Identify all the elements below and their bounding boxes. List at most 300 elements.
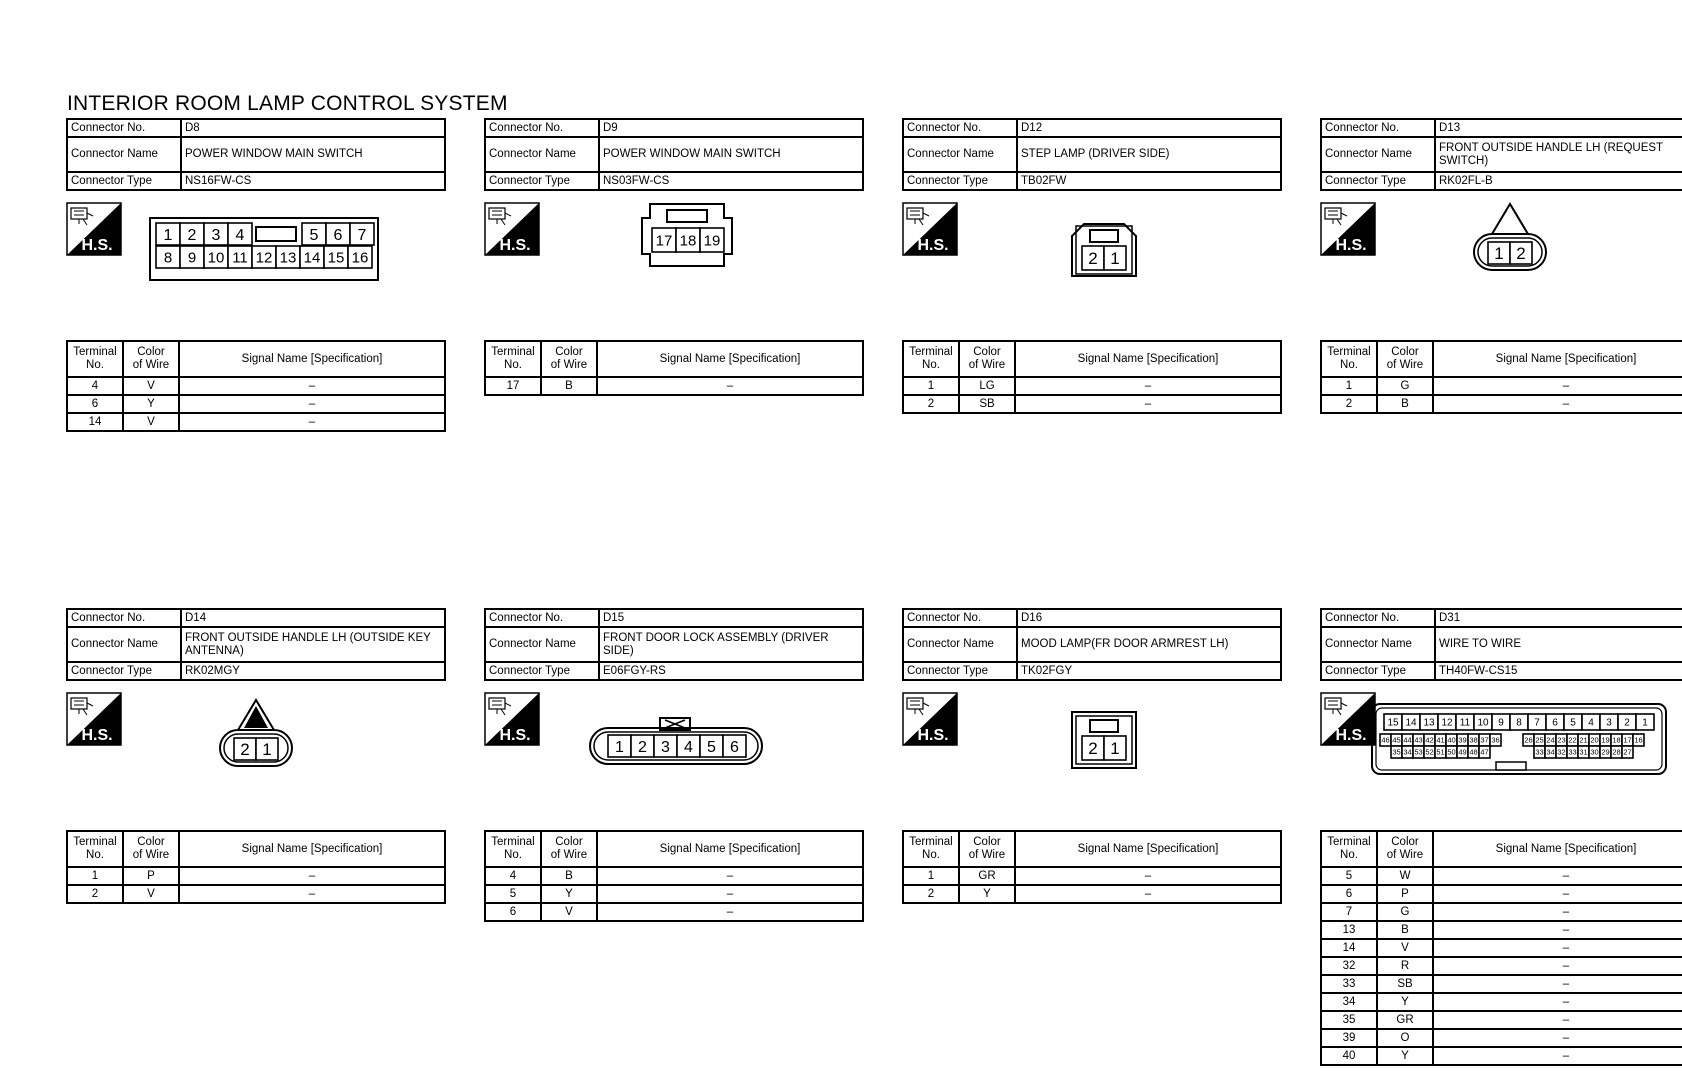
color-of-wire-header: Color of Wire bbox=[959, 831, 1015, 867]
terminal-no-cell: 2 bbox=[903, 885, 959, 903]
svg-text:4: 4 bbox=[684, 738, 693, 756]
connector-pin bbox=[1567, 734, 1578, 746]
svg-text:13: 13 bbox=[279, 249, 297, 267]
wire-color-cell: SB bbox=[1377, 975, 1433, 993]
svg-text:31: 31 bbox=[1579, 747, 1588, 757]
svg-text:3: 3 bbox=[661, 738, 670, 756]
connector-pin bbox=[1490, 734, 1501, 746]
svg-text:16: 16 bbox=[1634, 735, 1643, 745]
connector-pin bbox=[700, 735, 723, 757]
wire-color-cell: G bbox=[1377, 377, 1433, 395]
wire-color-cell: P bbox=[123, 867, 179, 885]
svg-text:46: 46 bbox=[1381, 735, 1390, 745]
terminal-no-header: Terminal No. bbox=[1321, 831, 1377, 867]
connector-pin bbox=[1402, 714, 1420, 730]
terminal-no-cell: 4 bbox=[67, 377, 123, 395]
connector-type-value: NS03FW-CS bbox=[599, 172, 863, 190]
terminal-no-cell: 5 bbox=[1321, 867, 1377, 885]
svg-text:2: 2 bbox=[1088, 249, 1098, 269]
connector-pin bbox=[1424, 734, 1435, 746]
svg-text:7: 7 bbox=[357, 226, 367, 244]
connector-pin bbox=[1456, 714, 1474, 730]
connector-pin bbox=[180, 223, 204, 245]
connector-pin bbox=[1446, 734, 1457, 746]
connector-pin bbox=[676, 228, 700, 252]
table-row bbox=[903, 885, 1281, 903]
connector-pin bbox=[1600, 714, 1618, 730]
svg-text:52: 52 bbox=[1425, 747, 1434, 757]
signal-name-cell: – bbox=[179, 885, 445, 903]
svg-text:40: 40 bbox=[1447, 735, 1456, 745]
wire-color-cell: G bbox=[1377, 903, 1433, 921]
svg-text:32: 32 bbox=[1557, 747, 1566, 757]
svg-text:50: 50 bbox=[1447, 747, 1456, 757]
terminal-no-header: Terminal No. bbox=[67, 831, 123, 867]
wire-color-cell: B bbox=[1377, 921, 1433, 939]
svg-text:1: 1 bbox=[1110, 249, 1120, 269]
signal-name-cell: – bbox=[179, 867, 445, 885]
wire-color-cell: V bbox=[123, 885, 179, 903]
connector-pin bbox=[1435, 746, 1446, 758]
connector-pin bbox=[1611, 734, 1622, 746]
svg-text:2: 2 bbox=[187, 226, 197, 244]
connector-pin bbox=[324, 246, 348, 268]
svg-text:47: 47 bbox=[1480, 747, 1489, 757]
connector-pin bbox=[1534, 734, 1545, 746]
table-row bbox=[485, 867, 863, 885]
hs-label: H.S. bbox=[1335, 237, 1367, 254]
svg-text:11: 11 bbox=[232, 249, 248, 267]
connector-pin bbox=[1391, 734, 1402, 746]
signal-name-cell: – bbox=[179, 395, 445, 413]
connector-name-value: POWER WINDOW MAIN SWITCH bbox=[181, 137, 445, 172]
connector-name-value: MOOD LAMP(FR DOOR ARMREST LH) bbox=[1017, 627, 1281, 662]
connector-diagram bbox=[484, 118, 864, 258]
connector-pin bbox=[1546, 714, 1564, 730]
hs-label: H.S. bbox=[1335, 727, 1367, 744]
color-of-wire-header: Color of Wire bbox=[1377, 341, 1433, 377]
signal-name-header: Signal Name [Specification] bbox=[1433, 341, 1682, 377]
connector-pin bbox=[1545, 734, 1556, 746]
connector-type-label: Connector Type bbox=[903, 662, 1017, 680]
connector-no-value: D31 bbox=[1435, 609, 1682, 627]
connector-block-d15 bbox=[484, 608, 864, 918]
terminal-no-header: Terminal No. bbox=[903, 341, 959, 377]
connector-pin bbox=[677, 735, 700, 757]
connector-pin bbox=[1082, 246, 1104, 270]
signal-name-cell: – bbox=[1433, 867, 1682, 885]
svg-text:28: 28 bbox=[1612, 747, 1621, 757]
connector-type-label: Connector Type bbox=[485, 662, 599, 680]
svg-text:4: 4 bbox=[1588, 717, 1594, 729]
svg-text:5: 5 bbox=[1570, 717, 1576, 729]
connector-pin bbox=[1578, 734, 1589, 746]
wire-color-cell: V bbox=[123, 413, 179, 431]
svg-text:2: 2 bbox=[638, 738, 647, 756]
svg-text:18: 18 bbox=[1612, 735, 1621, 745]
signal-name-cell: – bbox=[1433, 975, 1682, 993]
connector-pin bbox=[1510, 242, 1532, 264]
svg-text:10: 10 bbox=[207, 249, 225, 267]
terminal-table bbox=[1320, 340, 1682, 414]
terminal-no-cell: 14 bbox=[1321, 939, 1377, 957]
svg-text:34: 34 bbox=[1403, 747, 1412, 757]
connector-pin bbox=[1446, 746, 1457, 758]
table-row bbox=[1321, 939, 1682, 957]
table-row bbox=[485, 377, 863, 395]
table-row bbox=[1321, 975, 1682, 993]
connector-no-value: D16 bbox=[1017, 609, 1281, 627]
connector-type-label: Connector Type bbox=[1321, 662, 1435, 680]
svg-text:19: 19 bbox=[1601, 735, 1610, 745]
connector-pin bbox=[1435, 734, 1446, 746]
connector-pin bbox=[1622, 734, 1633, 746]
svg-text:16: 16 bbox=[351, 249, 369, 267]
terminal-no-cell: 34 bbox=[1321, 993, 1377, 1011]
connector-pin bbox=[300, 246, 324, 268]
connector-pin bbox=[1479, 734, 1490, 746]
connector-pin bbox=[204, 223, 228, 245]
table-row bbox=[903, 377, 1281, 395]
connector-name-label: Connector Name bbox=[67, 627, 181, 662]
svg-text:1: 1 bbox=[615, 738, 624, 756]
svg-text:3: 3 bbox=[211, 226, 221, 244]
connector-pin bbox=[1600, 734, 1611, 746]
terminal-no-header: Terminal No. bbox=[485, 831, 541, 867]
svg-text:11: 11 bbox=[1459, 717, 1471, 729]
connector-no-value: D15 bbox=[599, 609, 863, 627]
svg-text:13: 13 bbox=[1423, 717, 1435, 729]
svg-text:48: 48 bbox=[1469, 747, 1478, 757]
connector-pin bbox=[1402, 746, 1413, 758]
connector-pin bbox=[1479, 746, 1490, 758]
svg-text:4: 4 bbox=[235, 226, 245, 244]
connector-pin bbox=[156, 246, 180, 268]
connector-pin bbox=[1578, 746, 1589, 758]
terminal-table bbox=[1320, 830, 1682, 1066]
connector-block-d14 bbox=[66, 608, 446, 900]
svg-text:6: 6 bbox=[730, 738, 739, 756]
svg-text:23: 23 bbox=[1557, 735, 1566, 745]
connector-pin bbox=[1545, 746, 1556, 758]
table-row bbox=[1321, 867, 1682, 885]
color-of-wire-header: Color of Wire bbox=[541, 831, 597, 867]
svg-text:12: 12 bbox=[255, 249, 273, 267]
wire-color-cell: Y bbox=[1377, 993, 1433, 1011]
signal-name-cell: – bbox=[1015, 885, 1281, 903]
connector-name-value: STEP LAMP (DRIVER SIDE) bbox=[1017, 137, 1281, 172]
connector-block-d16 bbox=[902, 608, 1282, 900]
terminal-no-cell: 14 bbox=[67, 413, 123, 431]
terminal-no-cell: 40 bbox=[1321, 1047, 1377, 1065]
signal-name-cell: – bbox=[1015, 867, 1281, 885]
connector-pin bbox=[228, 223, 252, 245]
connector-pin bbox=[1492, 714, 1510, 730]
color-of-wire-header: Color of Wire bbox=[123, 831, 179, 867]
connector-pin bbox=[1564, 714, 1582, 730]
svg-text:30: 30 bbox=[1590, 747, 1599, 757]
connector-pin bbox=[652, 228, 676, 252]
signal-name-cell: – bbox=[1433, 957, 1682, 975]
signal-name-cell: – bbox=[1433, 395, 1682, 413]
wire-color-cell: R bbox=[1377, 957, 1433, 975]
color-of-wire-header: Color of Wire bbox=[541, 341, 597, 377]
connector-pin bbox=[1380, 734, 1391, 746]
signal-name-cell: – bbox=[1433, 1011, 1682, 1029]
connector-pin bbox=[1420, 714, 1438, 730]
connector-pin bbox=[1402, 734, 1413, 746]
svg-text:22: 22 bbox=[1568, 735, 1577, 745]
svg-text:14: 14 bbox=[303, 249, 321, 267]
connector-pin bbox=[1589, 746, 1600, 758]
color-of-wire-header: Color of Wire bbox=[123, 341, 179, 377]
svg-text:10: 10 bbox=[1477, 717, 1489, 729]
connector-pin bbox=[326, 223, 350, 245]
connector-pin bbox=[1636, 714, 1654, 730]
signal-name-cell: – bbox=[1433, 1047, 1682, 1065]
connector-pin bbox=[1633, 734, 1644, 746]
connector-type-value: TB02FW bbox=[1017, 172, 1281, 190]
terminal-no-cell: 6 bbox=[67, 395, 123, 413]
table-row bbox=[67, 413, 445, 431]
connector-block-d13 bbox=[1320, 118, 1682, 410]
connector-pin bbox=[1082, 736, 1104, 760]
svg-text:51: 51 bbox=[1436, 747, 1445, 757]
connector-no-value: D12 bbox=[1017, 119, 1281, 137]
connector-pin bbox=[700, 228, 724, 252]
table-row bbox=[1321, 957, 1682, 975]
terminal-no-cell: 39 bbox=[1321, 1029, 1377, 1047]
signal-name-header: Signal Name [Specification] bbox=[1433, 831, 1682, 867]
wire-color-cell: Y bbox=[1377, 1047, 1433, 1065]
connector-name-value: FRONT OUTSIDE HANDLE LH (REQUEST SWITCH) bbox=[1435, 137, 1682, 172]
wire-color-cell: B bbox=[541, 867, 597, 885]
color-of-wire-header: Color of Wire bbox=[959, 341, 1015, 377]
hs-label: H.S. bbox=[81, 237, 113, 254]
svg-text:21: 21 bbox=[1579, 735, 1588, 745]
connector-pin bbox=[1104, 736, 1126, 760]
signal-name-header: Signal Name [Specification] bbox=[1015, 341, 1281, 377]
terminal-no-cell: 1 bbox=[1321, 377, 1377, 395]
hs-label: H.S. bbox=[917, 237, 949, 254]
wire-color-cell: B bbox=[541, 377, 597, 395]
signal-name-cell: – bbox=[1433, 903, 1682, 921]
connector-pin bbox=[1457, 734, 1468, 746]
connector-type-value: TH40FW-CS15 bbox=[1435, 662, 1682, 680]
connector-pin bbox=[608, 735, 631, 757]
svg-text:1: 1 bbox=[163, 226, 173, 244]
wire-color-cell: O bbox=[1377, 1029, 1433, 1047]
terminal-table bbox=[66, 830, 446, 904]
svg-text:1: 1 bbox=[1110, 739, 1120, 759]
svg-text:26: 26 bbox=[1524, 735, 1533, 745]
connector-pin bbox=[256, 738, 278, 760]
connector-no-value: D9 bbox=[599, 119, 863, 137]
connector-no-label: Connector No. bbox=[1321, 119, 1435, 137]
connector-no-value: D14 bbox=[181, 609, 445, 627]
table-row bbox=[1321, 1029, 1682, 1047]
terminal-table bbox=[484, 830, 864, 922]
connector-pin bbox=[204, 246, 228, 268]
wire-color-cell: V bbox=[123, 377, 179, 395]
connector-type-value: TK02FGY bbox=[1017, 662, 1281, 680]
wire-color-cell: Y bbox=[959, 885, 1015, 903]
connector-name-value: POWER WINDOW MAIN SWITCH bbox=[599, 137, 863, 172]
connector-pin bbox=[350, 223, 374, 245]
wire-color-cell: W bbox=[1377, 867, 1433, 885]
connector-pin bbox=[1391, 746, 1402, 758]
connector-type-label: Connector Type bbox=[67, 662, 181, 680]
svg-text:53: 53 bbox=[1414, 747, 1423, 757]
connector-diagram bbox=[484, 608, 864, 756]
terminal-no-header: Terminal No. bbox=[67, 341, 123, 377]
svg-text:5: 5 bbox=[707, 738, 716, 756]
connector-pin bbox=[1600, 746, 1611, 758]
wire-color-cell: P bbox=[1377, 885, 1433, 903]
connector-block-d8 bbox=[66, 118, 446, 428]
svg-text:1: 1 bbox=[262, 740, 272, 760]
connector-pin bbox=[1589, 734, 1600, 746]
signal-name-cell: – bbox=[1433, 921, 1682, 939]
table-row bbox=[903, 867, 1281, 885]
wire-color-cell: GR bbox=[959, 867, 1015, 885]
connector-pin bbox=[723, 735, 746, 757]
svg-text:19: 19 bbox=[703, 232, 721, 250]
svg-text:42: 42 bbox=[1425, 735, 1434, 745]
svg-text:33: 33 bbox=[1535, 747, 1544, 757]
wire-color-cell: Y bbox=[123, 395, 179, 413]
signal-name-header: Signal Name [Specification] bbox=[597, 831, 863, 867]
connector-pin bbox=[276, 246, 300, 268]
table-row bbox=[1321, 1011, 1682, 1029]
table-row bbox=[903, 395, 1281, 413]
connector-pin bbox=[1510, 714, 1528, 730]
terminal-table bbox=[66, 340, 446, 432]
connector-pin bbox=[1528, 714, 1546, 730]
svg-text:17: 17 bbox=[1623, 735, 1632, 745]
svg-text:15: 15 bbox=[1387, 717, 1399, 729]
svg-text:8: 8 bbox=[1516, 717, 1522, 729]
connector-no-label: Connector No. bbox=[485, 609, 599, 627]
table-row bbox=[67, 377, 445, 395]
table-row bbox=[485, 903, 863, 921]
signal-name-cell: – bbox=[1433, 377, 1682, 395]
table-row bbox=[1321, 377, 1682, 395]
connector-diagram bbox=[66, 118, 446, 267]
signal-name-cell: – bbox=[597, 885, 863, 903]
hs-label: H.S. bbox=[499, 727, 531, 744]
signal-name-header: Signal Name [Specification] bbox=[179, 831, 445, 867]
connector-type-label: Connector Type bbox=[485, 172, 599, 190]
terminal-no-cell: 4 bbox=[485, 867, 541, 885]
terminal-no-cell: 6 bbox=[1321, 885, 1377, 903]
connector-diagram bbox=[1320, 118, 1682, 264]
svg-text:44: 44 bbox=[1403, 735, 1412, 745]
svg-text:29: 29 bbox=[1601, 747, 1610, 757]
svg-text:24: 24 bbox=[1546, 735, 1555, 745]
signal-name-cell: – bbox=[179, 413, 445, 431]
connector-pin bbox=[1468, 746, 1479, 758]
hs-label: H.S. bbox=[917, 727, 949, 744]
connector-pin bbox=[1468, 734, 1479, 746]
terminal-no-cell: 6 bbox=[485, 903, 541, 921]
color-of-wire-header: Color of Wire bbox=[1377, 831, 1433, 867]
svg-text:27: 27 bbox=[1623, 747, 1632, 757]
connector-pin bbox=[1534, 746, 1545, 758]
connector-pin bbox=[1413, 746, 1424, 758]
svg-text:49: 49 bbox=[1458, 747, 1467, 757]
terminal-no-cell: 5 bbox=[485, 885, 541, 903]
svg-text:34: 34 bbox=[1546, 747, 1555, 757]
svg-text:9: 9 bbox=[187, 249, 197, 267]
connector-pin bbox=[1413, 734, 1424, 746]
connector-pin bbox=[234, 738, 256, 760]
signal-name-cell: – bbox=[1433, 885, 1682, 903]
svg-text:25: 25 bbox=[1535, 735, 1544, 745]
terminal-no-cell: 1 bbox=[67, 867, 123, 885]
svg-text:15: 15 bbox=[327, 249, 345, 267]
connector-pin bbox=[1567, 746, 1578, 758]
connector-type-label: Connector Type bbox=[1321, 172, 1435, 190]
signal-name-cell: – bbox=[1433, 1029, 1682, 1047]
terminal-no-cell: 1 bbox=[903, 867, 959, 885]
terminal-no-cell: 2 bbox=[67, 885, 123, 903]
connector-name-label: Connector Name bbox=[1321, 137, 1435, 172]
signal-name-header: Signal Name [Specification] bbox=[179, 341, 445, 377]
connector-pin bbox=[1582, 714, 1600, 730]
svg-text:14: 14 bbox=[1405, 717, 1417, 729]
connector-pin bbox=[1556, 734, 1567, 746]
connector-name-label: Connector Name bbox=[1321, 627, 1435, 662]
connector-name-label: Connector Name bbox=[903, 137, 1017, 172]
svg-text:8: 8 bbox=[163, 249, 173, 267]
connector-name-label: Connector Name bbox=[485, 137, 599, 172]
connector-pin bbox=[228, 246, 252, 268]
svg-text:6: 6 bbox=[1552, 717, 1558, 729]
table-row bbox=[67, 867, 445, 885]
connector-type-label: Connector Type bbox=[67, 172, 181, 190]
connector-name-value: FRONT OUTSIDE HANDLE LH (OUTSIDE KEY ANTENNA) bbox=[181, 627, 445, 662]
terminal-no-cell: 35 bbox=[1321, 1011, 1377, 1029]
table-row bbox=[67, 395, 445, 413]
connector-no-label: Connector No. bbox=[1321, 609, 1435, 627]
hs-label: H.S. bbox=[499, 237, 531, 254]
table-row bbox=[485, 885, 863, 903]
connector-pin bbox=[252, 246, 276, 268]
wire-color-cell: V bbox=[1377, 939, 1433, 957]
connector-pin bbox=[631, 735, 654, 757]
signal-name-cell: – bbox=[597, 377, 863, 395]
svg-text:39: 39 bbox=[1458, 735, 1467, 745]
connector-diagram bbox=[902, 608, 1282, 759]
connector-pin bbox=[1488, 242, 1510, 264]
connector-diagram bbox=[66, 608, 446, 760]
connector-pin bbox=[1424, 746, 1435, 758]
page-title: INTERIOR ROOM LAMP CONTROL SYSTEM bbox=[67, 92, 508, 115]
table-row bbox=[1321, 1047, 1682, 1065]
svg-text:1: 1 bbox=[1494, 244, 1504, 264]
table-row bbox=[1321, 993, 1682, 1011]
connector-pin bbox=[156, 223, 180, 245]
connector-type-value: NS16FW-CS bbox=[181, 172, 445, 190]
signal-name-cell: – bbox=[1433, 939, 1682, 957]
svg-text:33: 33 bbox=[1568, 747, 1577, 757]
svg-text:2: 2 bbox=[1516, 244, 1526, 264]
terminal-no-cell: 33 bbox=[1321, 975, 1377, 993]
connector-pin bbox=[1474, 714, 1492, 730]
signal-name-cell: – bbox=[179, 377, 445, 395]
connector-no-label: Connector No. bbox=[67, 119, 181, 137]
